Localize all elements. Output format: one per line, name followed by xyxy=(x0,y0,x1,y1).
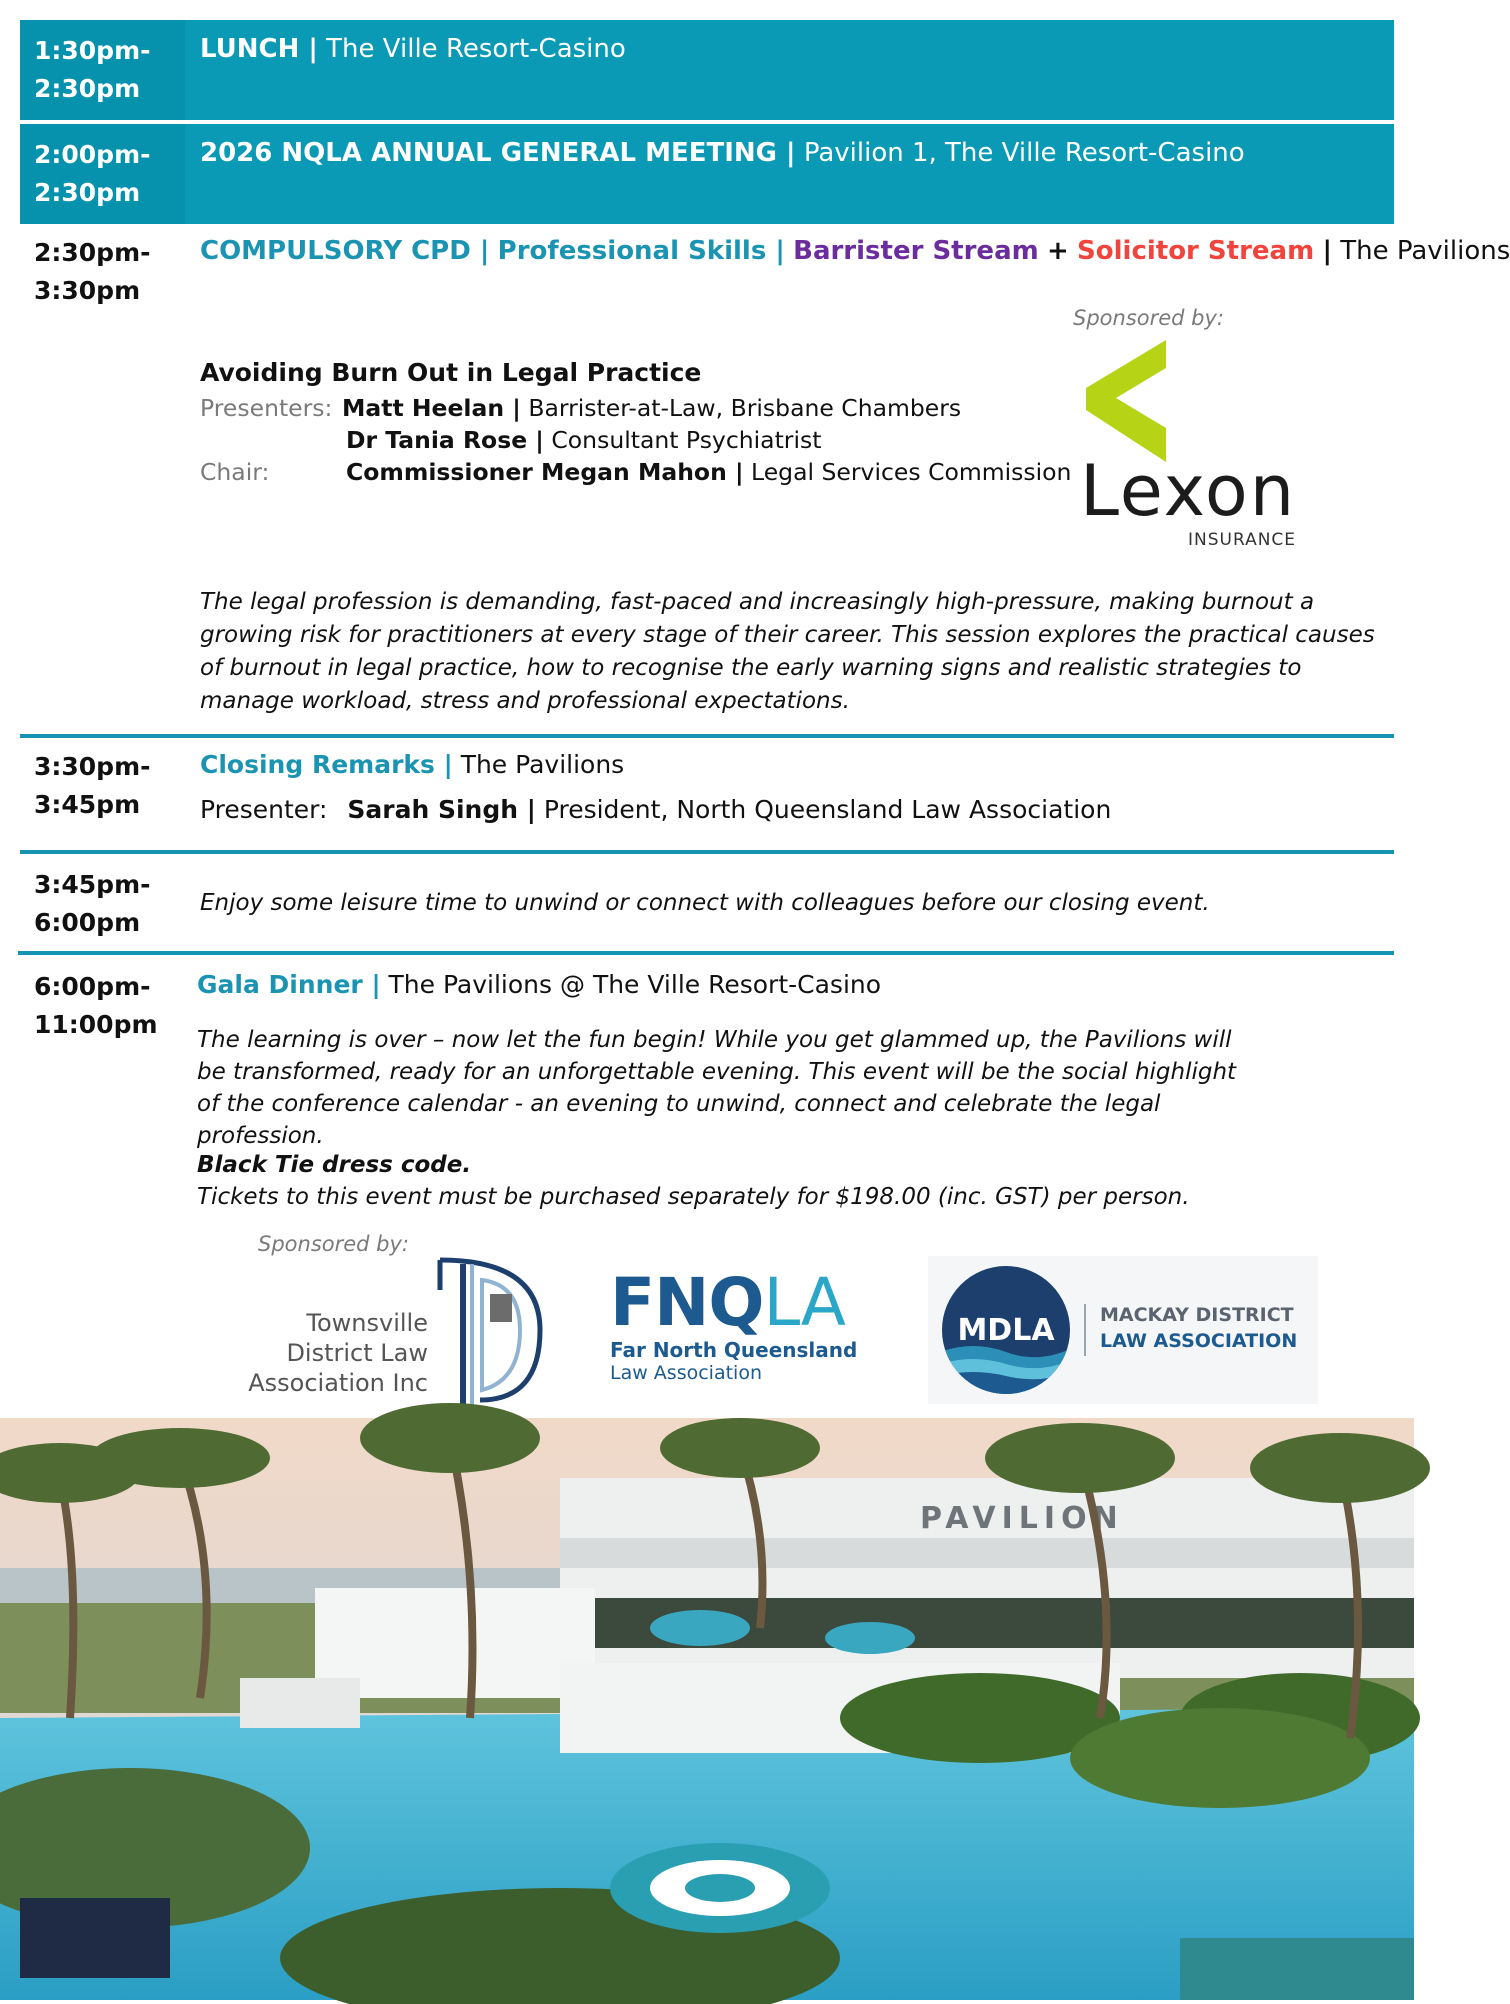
presenter-1 xyxy=(342,392,961,424)
tdla-line-3: Association Inc xyxy=(248,1369,428,1397)
cpd-time: 2:30pm- 3:30pm xyxy=(34,238,151,305)
lunch-time: 1:30pm- 2:30pm xyxy=(34,36,151,103)
chair-label: Chair: xyxy=(200,458,270,486)
divider-2 xyxy=(20,850,1394,854)
leisure-text: Enjoy some leisure time to unwind or connect with colleagues before our closing event. xyxy=(200,890,1210,916)
mdla-line-2: LAW ASSOCIATION xyxy=(1100,1330,1298,1352)
fnqla-abbr-light: LA xyxy=(763,1264,845,1341)
chair-role: Legal Services Commission xyxy=(751,458,1072,486)
cpd-barrister-stream: Barrister Stream xyxy=(793,236,1039,266)
closing-title: Closing Remarks | xyxy=(200,750,453,779)
fnqla-abbr xyxy=(610,1264,890,1341)
mdla-divider xyxy=(1084,1304,1086,1356)
closing-presenter-name: Sarah Singh | xyxy=(347,795,536,824)
fnqla-line-1: Far North Queensland xyxy=(610,1338,858,1362)
fnqla-abbr-bold: FNQ xyxy=(610,1264,764,1341)
gala-title-line xyxy=(197,970,881,999)
fnqla-logo xyxy=(610,1264,890,1390)
chair-name: Commissioner Megan Mahon | xyxy=(346,458,744,486)
agm-row xyxy=(20,124,1394,224)
chair xyxy=(346,456,1071,488)
lexon-chevron-icon xyxy=(1086,340,1166,465)
lunch-title: LUNCH | xyxy=(200,34,318,64)
lexon-sub: INSURANCE xyxy=(1188,530,1297,550)
closing-presenter-label: Presenter: xyxy=(200,795,328,824)
closing-title-line xyxy=(200,750,624,779)
cpd-separator: | xyxy=(1322,236,1332,266)
cpd-compulsory: COMPULSORY CPD | xyxy=(200,236,490,266)
lunch-title-line xyxy=(200,34,626,64)
leisure-time: 3:45pm- 6:00pm xyxy=(34,870,151,937)
session-title: Avoiding Burn Out in Legal Practice xyxy=(200,358,702,387)
resort-photo xyxy=(0,1418,1414,2000)
cpd-heading xyxy=(200,236,1510,266)
gala-sponsored-by: Sponsored by: xyxy=(258,1232,409,1256)
closing-presenter-role: President, North Queensland Law Association xyxy=(543,795,1112,824)
lexon-logo xyxy=(1080,340,1320,555)
lexon-wordmark: Lexon xyxy=(1080,450,1297,532)
cpd-plus: + xyxy=(1046,236,1069,266)
presenter-1-role: Barrister-at-Law, Brisbane Chambers xyxy=(528,394,962,422)
cpd-skills: Professional Skills | xyxy=(497,236,785,266)
gala-time: 6:00pm- 11:00pm xyxy=(34,972,158,1039)
gala-tickets: Tickets to this event must be purchased separately for $198.00 (inc. GST) per person. xyxy=(197,1184,1190,1210)
divider-3 xyxy=(18,951,1394,955)
presenter-1-name: Matt Heelan | xyxy=(342,394,521,422)
lunch-row xyxy=(20,20,1394,120)
divider-1 xyxy=(20,734,1394,738)
agm-title-line xyxy=(200,138,1245,168)
lunch-venue: The Ville Resort-Casino xyxy=(326,34,626,64)
gala-venue: The Pavilions @ The Ville Resort-Casino xyxy=(388,970,882,999)
presenter-2 xyxy=(346,424,821,456)
closing-venue: The Pavilions xyxy=(460,750,625,779)
mdla-abbr: MDLA xyxy=(957,1313,1055,1348)
resort-pool-illustration xyxy=(0,1418,1414,2000)
mdla-logo xyxy=(928,1256,1318,1404)
mdla-line-1: MACKAY DISTRICT xyxy=(1100,1304,1294,1326)
gala-title: Gala Dinner | xyxy=(197,970,381,999)
agm-time: 2:00pm- 2:30pm xyxy=(34,140,151,207)
tdla-line-1: Townsville xyxy=(306,1309,428,1337)
tdla-logo xyxy=(248,1250,550,1410)
tdla-line-2: District Law xyxy=(286,1339,428,1367)
gala-dress-code: Black Tie dress code. xyxy=(197,1152,472,1178)
fnqla-line-2: Law Association xyxy=(610,1362,762,1384)
agm-title: 2026 NQLA ANNUAL GENERAL MEETING | xyxy=(200,138,796,168)
pavilion-sign: PAVILION xyxy=(920,1501,1124,1536)
cpd-venue: The Pavilions xyxy=(1340,236,1510,266)
agm-venue: Pavilion 1, The Ville Resort-Casino xyxy=(803,138,1245,168)
presenter-2-name: Dr Tania Rose | xyxy=(346,426,544,454)
tdla-emblem-icon xyxy=(430,1250,550,1410)
presenters-label: Presenters: xyxy=(200,394,333,422)
tdla-text xyxy=(248,1308,428,1398)
cpd-description: The legal profession is demanding, fast-paced and increasingly high-pressure, making burnout a growing risk for practitioners at every stage of their career. This session explores the practical causes of burnout in legal practice, how to recognise the early warning signs and realistic strategies to manage workload, stress and professional expectations. xyxy=(200,589,1375,714)
closing-presenter-line xyxy=(200,795,1111,824)
cpd-solicitor-stream: Solicitor Stream xyxy=(1077,236,1315,266)
closing-time: 3:30pm- 3:45pm xyxy=(34,752,151,819)
gala-description: The learning is over – now let the fun begin! While you get glammed up, the Pavilions will be transformed, ready for an unforgettable evening. This event will be the social highlight of the conference calendar - an evening to unwind, connect and celebrate the legal profession. xyxy=(197,1027,1237,1149)
mdla-emblem-icon xyxy=(940,1264,1072,1396)
cpd-sponsored-by: Sponsored by: xyxy=(1073,306,1224,330)
presenter-2-role: Consultant Psychiatrist xyxy=(551,426,822,454)
